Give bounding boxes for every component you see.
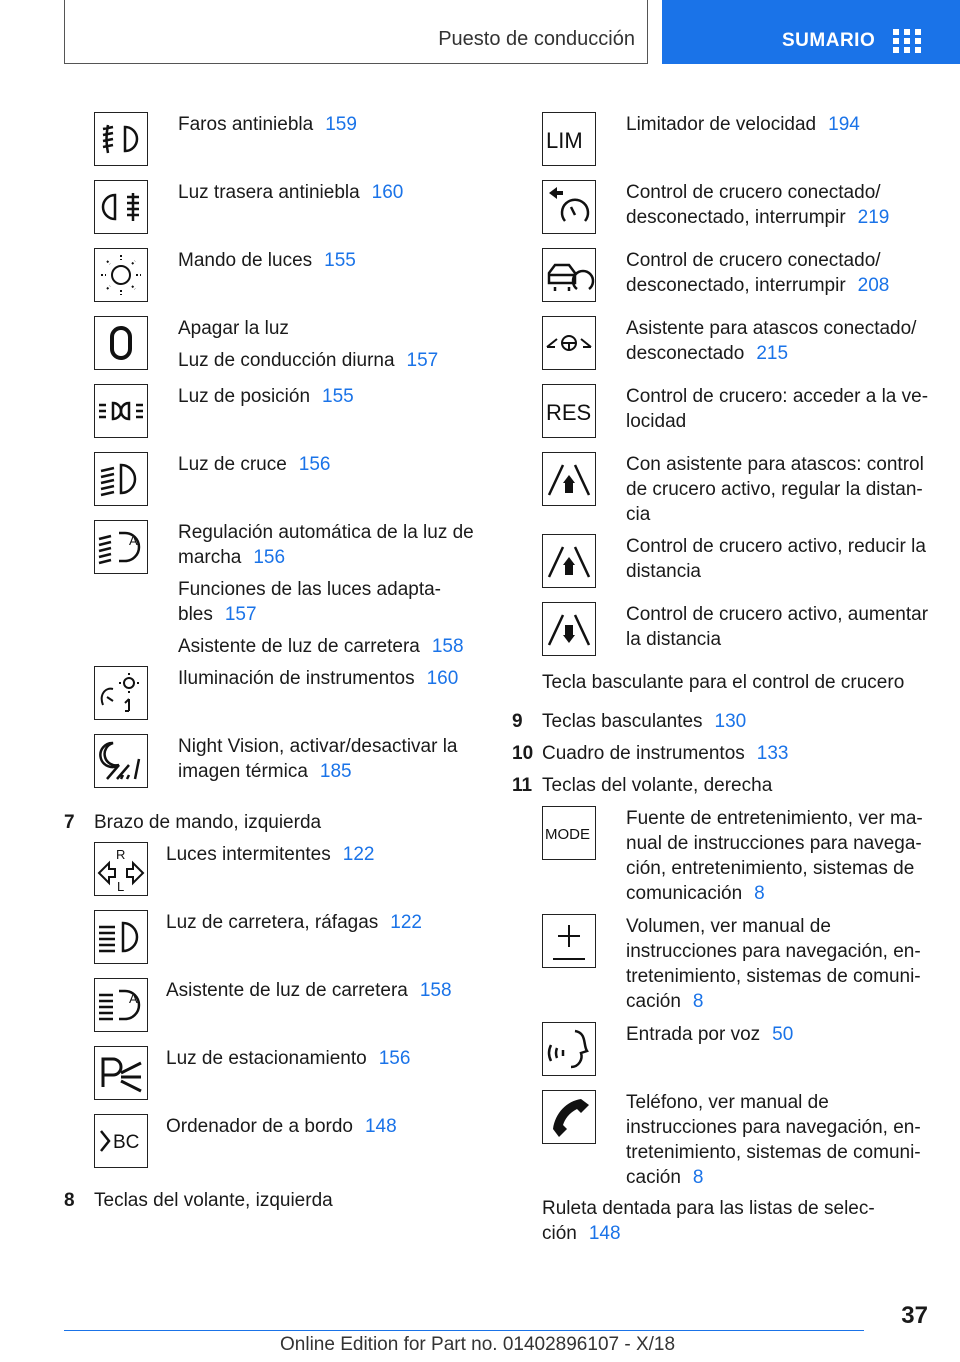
page-ref-link[interactable]: 155 (324, 250, 356, 271)
volume-icon (542, 914, 596, 968)
page-ref-link[interactable]: 148 (364, 1116, 397, 1137)
rear-fog-light-icon (94, 180, 148, 234)
entry-lights-off (94, 316, 484, 376)
entry-high-beam (94, 910, 484, 970)
entry-label: Fuente de entretenimiento, ver ma- (626, 808, 923, 829)
item-heading: Brazo de mando, izquierda (94, 812, 322, 833)
entry-label: Ruleta dentada para las listas de selec- (542, 1198, 875, 1219)
entry-distance-decrease (542, 534, 942, 594)
entry-voice-input (542, 1022, 942, 1082)
item-heading: Teclas del volante, derecha (542, 775, 773, 796)
entry-label: de crucero activo, regular la distan- (626, 479, 923, 500)
entry-label: comunicación 8 (626, 883, 765, 904)
page-ref-link[interactable]: 8 (692, 1167, 704, 1188)
item-number: 8 (64, 1190, 75, 1211)
entry-onboard-computer (94, 1114, 484, 1174)
entry-distance-increase (542, 602, 942, 662)
page-ref-link[interactable]: 8 (754, 883, 765, 904)
entry-volume (542, 914, 942, 1014)
entry-turn-signals (94, 842, 484, 902)
distance-decrease-icon (542, 534, 596, 588)
page-ref-link[interactable]: 158 (419, 980, 452, 1001)
entry-label: Entrada por voz 50 (626, 1024, 794, 1045)
entry-label: Luz de carretera, ráfagas 122 (166, 912, 422, 933)
sumario-label: SUMARIO (782, 30, 876, 51)
entry-label: distancia (626, 561, 701, 582)
page-ref-link[interactable]: 158 (431, 636, 464, 657)
entry-light-switch (94, 248, 484, 308)
entry-label: Luz de estacionamiento 156 (166, 1048, 411, 1069)
entry-label: desconectado, interrumpir 219 (626, 207, 890, 228)
entry-label: Limitador de velocidad 194 (626, 114, 860, 135)
entry-mode (542, 806, 942, 906)
item-number: 7 (64, 812, 75, 833)
icon-glyph: LIM (546, 128, 583, 153)
auto-headlight-icon (94, 520, 148, 574)
entry-label: Luces intermitentes 122 (166, 844, 375, 865)
zero-position-icon (94, 316, 148, 370)
entry-label: Iluminación de instrumentos 160 (178, 668, 459, 689)
entry-label: marcha 156 (178, 547, 286, 568)
entry-label: Faros antiniebla 159 (178, 114, 357, 135)
low-beam-icon (94, 452, 148, 506)
page-number: 37 (901, 1302, 928, 1329)
entry-speed-limiter (542, 112, 942, 172)
entry-telephone (542, 1090, 942, 1190)
entry-cruise-control-2 (542, 248, 942, 308)
entry-label: la distancia (626, 629, 722, 650)
section-title: Puesto de conducción (438, 28, 635, 50)
entry-label: Luz de posición 155 (178, 386, 354, 407)
entry-label: desconectado 215 (626, 343, 789, 364)
entry-label: cación 8 (626, 991, 704, 1012)
page-ref-link[interactable]: 156 (378, 1048, 411, 1069)
entry-label: Night Vision, activar/desactivar la (178, 736, 458, 757)
icon-glyph: A (129, 533, 138, 548)
entry-parking-lights (94, 1046, 484, 1106)
entry-label: tretenimiento, sistemas de comuni- (626, 966, 921, 987)
page-ref-link[interactable]: 157 (224, 604, 257, 625)
entry-label: Asistente para atascos conectado/ (626, 318, 917, 339)
night-vision-icon (94, 734, 148, 788)
entry-label: instrucciones para navegación, en- (626, 941, 921, 962)
page-ref-link[interactable]: 157 (406, 350, 439, 371)
front-fog-light-icon (94, 112, 148, 166)
entry-label: Control de crucero conectado/ (626, 182, 881, 203)
resume-icon (542, 384, 596, 438)
turn-signal-icon (94, 842, 148, 896)
entry-label: ción 148 (542, 1223, 621, 1244)
item-heading: Cuadro de instrumentos 133 (542, 743, 789, 764)
speed-limiter-icon (542, 112, 596, 166)
entry-label: bles 157 (178, 604, 257, 625)
rocker-caption: Tecla basculante para el control de crucero (542, 672, 905, 693)
entry-label: Volumen, ver manual de (626, 916, 831, 937)
entry-label: Luz de conducción diurna 157 (178, 350, 439, 371)
active-cruise-icon (542, 248, 596, 302)
entry-position-lights (94, 384, 484, 444)
footer-edition: Online Edition for Part no. 01402896107 - X/18 (280, 1334, 676, 1355)
entry-night-vision (94, 734, 484, 794)
entry-cruise-control-1 (542, 180, 942, 240)
entry-label: Control de crucero conectado/ (626, 250, 881, 271)
voice-icon (542, 1022, 596, 1076)
entry-label: instrucciones para navegación, en- (626, 1117, 921, 1138)
entry-front-fog (94, 112, 484, 172)
mode-icon (542, 806, 596, 860)
entry-label: cia (626, 504, 651, 525)
page-ref-link[interactable]: 8 (692, 991, 704, 1012)
entry-low-beam (94, 452, 484, 512)
distance-increase-icon (542, 602, 596, 656)
entry-label: cación 8 (626, 1167, 704, 1188)
entry-label: Mando de luces 155 (178, 250, 356, 271)
entry-label: Asistente de luz de carretera 158 (178, 636, 464, 657)
icon-glyph: A (129, 991, 138, 1006)
page-ref-link[interactable]: 185 (319, 761, 352, 782)
icon-glyph: RES (546, 400, 592, 425)
page-ref-link[interactable]: 156 (253, 547, 286, 568)
thumbwheel-caption (542, 1196, 942, 1246)
steering-wheel-icon (542, 316, 596, 370)
item-number: 10 (512, 743, 534, 764)
page-ref-link[interactable]: 50 (772, 1024, 794, 1045)
item-heading: Teclas basculantes 130 (542, 711, 747, 732)
page-ref-link[interactable]: 156 (298, 454, 331, 475)
high-beam-assist-icon (94, 978, 148, 1032)
page-ref-link[interactable]: 130 (714, 711, 747, 732)
grid-icon (892, 28, 922, 54)
entry-rear-fog (94, 180, 484, 240)
entry-label: Luz de cruce 156 (178, 454, 331, 475)
page-ref-link[interactable]: 160 (426, 668, 459, 689)
page-ref-link[interactable]: 219 (857, 207, 890, 228)
item-number: 9 (512, 711, 523, 732)
page-ref-link[interactable]: 155 (322, 386, 354, 407)
item-number: 11 (512, 775, 533, 796)
entry-label: nual de instrucciones para navega- (626, 833, 922, 854)
header-tab (64, 0, 648, 64)
entry-label: Funciones de las luces adapta- (178, 579, 441, 600)
page-ref-link[interactable]: 194 (828, 114, 860, 135)
page-ref-link[interactable]: 208 (857, 275, 890, 296)
entry-label: Apagar la luz (178, 318, 289, 339)
entry-resume-speed (542, 384, 942, 444)
page-ref-link[interactable]: 122 (342, 844, 375, 865)
entry-instrument-lighting (94, 666, 484, 726)
entry-auto-headlight (94, 520, 484, 660)
cruise-control-icon (542, 180, 596, 234)
entry-label: Control de crucero activo, reducir la (626, 536, 926, 557)
icon-glyph: R (116, 847, 126, 862)
page-ref-link[interactable]: 148 (588, 1223, 621, 1244)
light-bulb-icon (94, 248, 148, 302)
entry-label: imagen térmica 185 (178, 761, 352, 782)
page-ref-link[interactable]: 160 (371, 182, 404, 203)
icon-glyph: MODE (545, 826, 590, 843)
entry-label: Control de crucero activo, aumentar (626, 604, 929, 625)
sumario-button[interactable] (662, 0, 960, 64)
entry-distance-adjust (542, 452, 942, 532)
entry-label: Luz trasera antiniebla 160 (178, 182, 404, 203)
entry-label: Regulación automática de la luz de (178, 522, 474, 543)
entry-label: Asistente de luz de carretera 158 (166, 980, 452, 1001)
page-ref-link[interactable]: 215 (756, 343, 789, 364)
icon-glyph: L (117, 879, 125, 894)
entry-high-beam-assist (94, 978, 484, 1038)
icon-glyph: BC (113, 1132, 140, 1153)
entry-label: Control de crucero: acceder a la ve- (626, 386, 929, 407)
page-ref-link[interactable]: 133 (756, 743, 789, 764)
distance-icon (542, 452, 596, 506)
entry-label: ción, entretenimiento, sistemas de (626, 858, 915, 879)
onboard-computer-icon (94, 1114, 148, 1168)
entry-label: Con asistente para atascos: control (626, 454, 924, 475)
entry-label: Ordenador de a bordo 148 (166, 1116, 397, 1137)
entry-label: locidad (626, 411, 687, 432)
item-heading: Teclas del volante, izquierda (94, 1190, 333, 1211)
entry-traffic-jam-assist (542, 316, 942, 376)
instrument-lighting-icon (94, 666, 148, 720)
page-ref-link[interactable]: 159 (325, 114, 357, 135)
entry-label: Teléfono, ver manual de (626, 1092, 829, 1113)
high-beam-icon (94, 910, 148, 964)
footer-divider (64, 1330, 864, 1331)
page-ref-link[interactable]: 122 (390, 912, 422, 933)
entry-label: tretenimiento, sistemas de comuni- (626, 1142, 921, 1163)
parking-light-icon (94, 1046, 148, 1100)
phone-icon (542, 1090, 596, 1144)
position-light-icon (94, 384, 148, 438)
entry-label: desconectado, interrumpir 208 (626, 275, 890, 296)
